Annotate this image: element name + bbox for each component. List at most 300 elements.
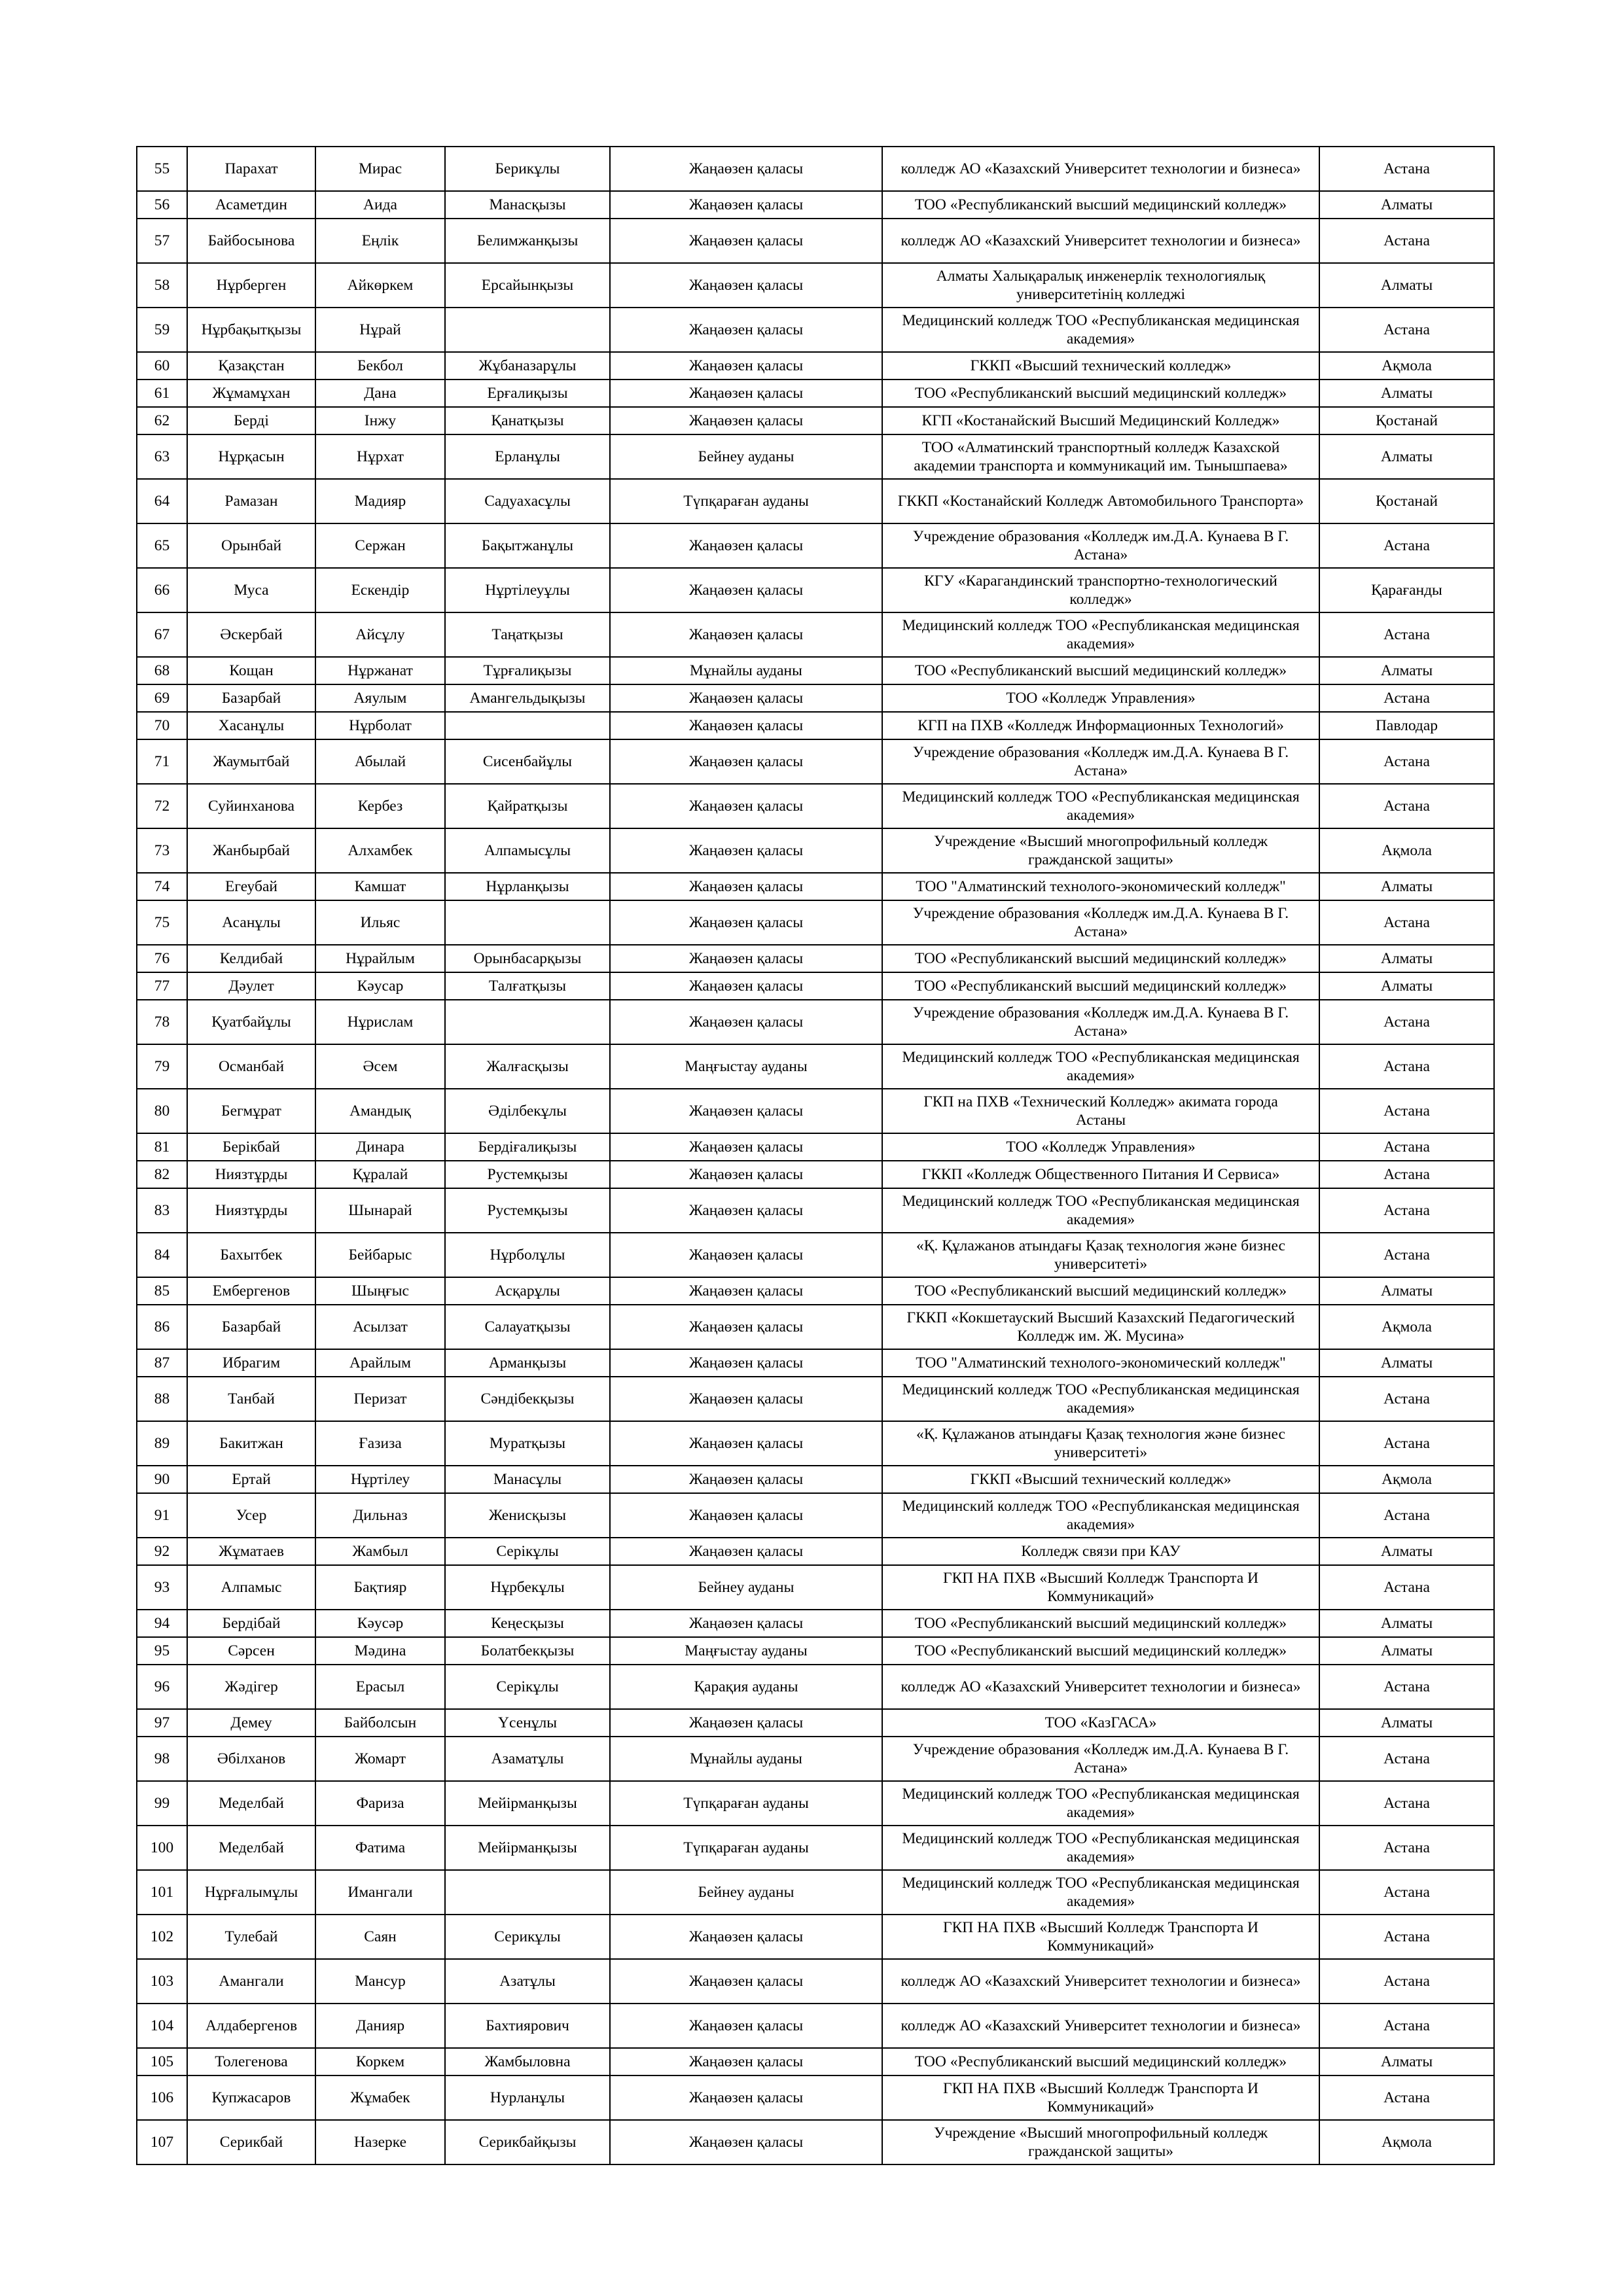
cell-patronymic: Женисқызы [445,1493,610,1538]
cell-number: 58 [137,263,187,308]
cell-surname: Байбосынова [187,219,315,263]
cell-number: 100 [137,1826,187,1870]
cell-first-name: Бақтияр [315,1565,445,1610]
table-row [137,191,1494,219]
cell-surname: Жаумытбай [187,739,315,784]
cell-institution: Учреждение образования «Колледж им.Д.А. Кунаева В Г. Астана» [882,1000,1319,1044]
cell-district: Жаңаөзен қаласы [610,1493,882,1538]
table-row [137,1737,1494,1781]
table-row [137,1133,1494,1161]
table-row [137,1493,1494,1538]
cell-institution: ТОО «Республиканский высший медицинский колледж» [882,972,1319,1000]
cell-patronymic: Сәндібекқызы [445,1377,610,1421]
cell-number: 81 [137,1133,187,1161]
cell-first-name: Амандық [315,1089,445,1133]
cell-surname: Бердібай [187,1610,315,1637]
cell-patronymic [445,712,610,739]
cell-surname: Нұрқасын [187,434,315,479]
cell-city: Астана [1319,1493,1494,1538]
cell-first-name: Аида [315,191,445,219]
cell-institution: ГКП НА ПХВ «Высший Колледж Транспорта И Коммуникаций» [882,1565,1319,1610]
table-row [137,1565,1494,1610]
cell-first-name: Перизат [315,1377,445,1421]
table-row [137,972,1494,1000]
cell-first-name: Алхамбек [315,828,445,873]
cell-district: Жаңаөзен қаласы [610,1161,882,1188]
cell-city: Алматы [1319,191,1494,219]
table-row [137,147,1494,191]
cell-institution: Медицинский колледж ТОО «Республиканская медицинская академия» [882,784,1319,828]
cell-surname: Қазақстан [187,352,315,380]
table-row [137,1421,1494,1466]
cell-patronymic: Манасқызы [445,191,610,219]
cell-surname: Парахат [187,147,315,191]
cell-city: Астана [1319,900,1494,945]
cell-patronymic: Белимжанқызы [445,219,610,263]
cell-first-name: Ғазиза [315,1421,445,1466]
cell-surname: Жұматаев [187,1538,315,1565]
cell-surname: Бакитжан [187,1421,315,1466]
cell-district: Мұнайлы ауданы [610,657,882,684]
cell-city: Астана [1319,1000,1494,1044]
cell-patronymic: Кеңесқызы [445,1610,610,1637]
cell-patronymic: Қайратқызы [445,784,610,828]
cell-district: Жаңаөзен қаласы [610,1133,882,1161]
cell-institution: ТОО «Республиканский высший медицинский колледж» [882,945,1319,972]
cell-first-name: Динара [315,1133,445,1161]
cell-city: Астана [1319,1188,1494,1233]
cell-district: Бейнеу ауданы [610,1870,882,1915]
cell-city: Астана [1319,784,1494,828]
cell-first-name: Еңлік [315,219,445,263]
cell-first-name: Бекбол [315,352,445,380]
cell-number: 68 [137,657,187,684]
cell-surname: Қуатбайұлы [187,1000,315,1044]
cell-patronymic: Нұрбекұлы [445,1565,610,1610]
cell-first-name: Асылзат [315,1305,445,1349]
cell-first-name: Бейбарыс [315,1233,445,1277]
table-row [137,2120,1494,2164]
cell-patronymic: Берикұлы [445,147,610,191]
cell-patronymic: Нұрболұлы [445,1233,610,1277]
cell-first-name: Шынарай [315,1188,445,1233]
cell-first-name: Айкөркем [315,263,445,308]
cell-first-name: Нұржанат [315,657,445,684]
table-row [137,1044,1494,1089]
cell-number: 104 [137,2004,187,2048]
table-row [137,1826,1494,1870]
cell-number: 90 [137,1466,187,1493]
cell-city: Астана [1319,684,1494,712]
cell-city: Алматы [1319,657,1494,684]
cell-district: Жаңаөзен қаласы [610,1233,882,1277]
cell-surname: Нұрғалымұлы [187,1870,315,1915]
cell-first-name: Камшат [315,873,445,900]
cell-city: Ақмола [1319,1305,1494,1349]
cell-surname: Рамазан [187,479,315,523]
cell-first-name: Айсұлу [315,612,445,657]
table-row [137,407,1494,434]
cell-city: Павлодар [1319,712,1494,739]
cell-institution: ТОО «Республиканский высший медицинский колледж» [882,1277,1319,1305]
cell-institution: Медицинский колледж ТОО «Республиканская медицинская академия» [882,1870,1319,1915]
cell-surname: Усер [187,1493,315,1538]
cell-city: Астана [1319,1233,1494,1277]
cell-patronymic: Азатұлы [445,1959,610,2004]
cell-number: 102 [137,1915,187,1959]
cell-district: Жаңаөзен қаласы [610,1466,882,1493]
cell-city: Астана [1319,1826,1494,1870]
cell-patronymic: Тұрғалиқызы [445,657,610,684]
cell-institution: ТОО "Алматинский технолого-экономический колледж" [882,1349,1319,1377]
cell-number: 99 [137,1781,187,1826]
document-page [136,146,1493,2165]
cell-surname: Берікбай [187,1133,315,1161]
cell-district: Маңғыстау ауданы [610,1637,882,1665]
cell-first-name: Фариза [315,1781,445,1826]
cell-institution: Медицинский колледж ТОО «Республиканская медицинская академия» [882,1377,1319,1421]
cell-institution: ТОО «Колледж Управления» [882,1133,1319,1161]
cell-first-name: Нұрислам [315,1000,445,1044]
cell-patronymic: Жұбаназарұлы [445,352,610,380]
cell-surname: Келдибай [187,945,315,972]
cell-first-name: Мәдина [315,1637,445,1665]
cell-institution: КГП «Костанайский Высший Медицинский Колледж» [882,407,1319,434]
cell-surname: Ниязтұрды [187,1188,315,1233]
cell-patronymic: Жамбыловна [445,2048,610,2075]
cell-first-name: Әсем [315,1044,445,1089]
cell-district: Жаңаөзен қаласы [610,784,882,828]
cell-district: Жаңаөзен қаласы [610,352,882,380]
table-row [137,1466,1494,1493]
cell-city: Алматы [1319,434,1494,479]
cell-number: 62 [137,407,187,434]
cell-city: Астана [1319,1959,1494,2004]
cell-surname: Жәдігер [187,1665,315,1709]
cell-district: Жаңаөзен қаласы [610,873,882,900]
cell-city: Алматы [1319,873,1494,900]
cell-city: Алматы [1319,1277,1494,1305]
cell-surname: Толегенова [187,2048,315,2075]
cell-institution: «Қ. Құлажанов атындағы Қазақ технология және бизнес университеті» [882,1233,1319,1277]
table-row [137,873,1494,900]
cell-number: 60 [137,352,187,380]
cell-city: Астана [1319,1665,1494,1709]
cell-surname: Асанұлы [187,900,315,945]
cell-institution: ГКП НА ПХВ «Высший Колледж Транспорта И Коммуникаций» [882,2075,1319,2120]
cell-institution: Медицинский колледж ТОО «Республиканская медицинская академия» [882,612,1319,657]
cell-number: 86 [137,1305,187,1349]
cell-district: Жаңаөзен қаласы [610,2075,882,2120]
cell-institution: «Қ. Құлажанов атындағы Қазақ технология және бизнес университеті» [882,1421,1319,1466]
cell-number: 101 [137,1870,187,1915]
table-row [137,352,1494,380]
cell-district: Маңғыстау ауданы [610,1044,882,1089]
cell-number: 84 [137,1233,187,1277]
cell-institution: колледж АО «Казахский Университет технологии и бизнеса» [882,219,1319,263]
cell-patronymic: Нұртілеуұлы [445,568,610,612]
cell-district: Жаңаөзен қаласы [610,972,882,1000]
table-row [137,1188,1494,1233]
table-row [137,1233,1494,1277]
cell-patronymic: Таңатқызы [445,612,610,657]
cell-institution: Медицинский колледж ТОО «Республиканская медицинская академия» [882,1826,1319,1870]
cell-district: Жаңаөзен қаласы [610,219,882,263]
cell-number: 106 [137,2075,187,2120]
cell-number: 77 [137,972,187,1000]
cell-surname: Базарбай [187,684,315,712]
cell-number: 79 [137,1044,187,1089]
cell-district: Жаңаөзен қаласы [610,1349,882,1377]
cell-surname: Ертай [187,1466,315,1493]
cell-surname: Хасанұлы [187,712,315,739]
table-row [137,1665,1494,1709]
cell-patronymic: Нурланұлы [445,2075,610,2120]
table-row [137,1870,1494,1915]
cell-surname: Серикбай [187,2120,315,2164]
cell-district: Жаңаөзен қаласы [610,191,882,219]
cell-number: 61 [137,380,187,407]
cell-district: Жаңаөзен қаласы [610,739,882,784]
cell-institution: колледж АО «Казахский Университет технологии и бизнеса» [882,1665,1319,1709]
cell-number: 95 [137,1637,187,1665]
cell-first-name: Жұмабек [315,2075,445,2120]
table-row [137,1637,1494,1665]
cell-patronymic: Орынбасарқызы [445,945,610,972]
table-row [137,1277,1494,1305]
cell-institution: Медицинский колледж ТОО «Республиканская медицинская академия» [882,308,1319,352]
cell-district: Жаңаөзен қаласы [610,2048,882,2075]
cell-number: 64 [137,479,187,523]
table-row [137,684,1494,712]
cell-institution: Алматы Халықаралық инженерлік технологиялық университетінің колледжі [882,263,1319,308]
cell-district: Жаңаөзен қаласы [610,147,882,191]
cell-city: Астана [1319,219,1494,263]
cell-patronymic: Рустемқызы [445,1161,610,1188]
cell-first-name: Имангали [315,1870,445,1915]
cell-patronymic: Болатбекқызы [445,1637,610,1665]
cell-number: 94 [137,1610,187,1637]
table-row [137,739,1494,784]
cell-patronymic: Салауатқызы [445,1305,610,1349]
cell-district: Жаңаөзен қаласы [610,380,882,407]
cell-number: 93 [137,1565,187,1610]
cell-patronymic: Рустемқызы [445,1188,610,1233]
cell-patronymic: Азаматұлы [445,1737,610,1781]
cell-surname: Амангали [187,1959,315,2004]
cell-district: Жаңаөзен қаласы [610,523,882,568]
cell-institution: Учреждение «Высший многопрофильный колледж гражданской защиты» [882,828,1319,873]
cell-city: Астана [1319,1044,1494,1089]
cell-district: Түпқараған ауданы [610,479,882,523]
cell-surname: Алдабергенов [187,2004,315,2048]
cell-institution: КГУ «Карагандинский транспортно-технологический колледж» [882,568,1319,612]
cell-district: Жаңаөзен қаласы [610,407,882,434]
cell-patronymic: Серікұлы [445,1538,610,1565]
cell-number: 65 [137,523,187,568]
cell-first-name: Коркем [315,2048,445,2075]
cell-city: Алматы [1319,1610,1494,1637]
cell-district: Жаңаөзен қаласы [610,712,882,739]
cell-first-name: Нұрхат [315,434,445,479]
cell-patronymic: Серікұлы [445,1665,610,1709]
cell-first-name: Мадияр [315,479,445,523]
cell-city: Алматы [1319,2048,1494,2075]
cell-surname: Берді [187,407,315,434]
cell-institution: Учреждение образования «Колледж им.Д.А. Кунаева В Г. Астана» [882,1737,1319,1781]
cell-institution: Медицинский колледж ТОО «Республиканская медицинская академия» [882,1044,1319,1089]
cell-number: 87 [137,1349,187,1377]
cell-city: Астана [1319,1781,1494,1826]
cell-city: Алматы [1319,1637,1494,1665]
cell-district: Жаңаөзен қаласы [610,1377,882,1421]
table-row [137,1781,1494,1826]
cell-number: 57 [137,219,187,263]
table-row [137,2075,1494,2120]
cell-institution: ТОО "Алматинский технолого-экономический колледж" [882,873,1319,900]
cell-institution: Колледж связи при КАУ [882,1538,1319,1565]
cell-city: Ақмола [1319,828,1494,873]
cell-city: Алматы [1319,380,1494,407]
cell-first-name: Ерасыл [315,1665,445,1709]
cell-city: Алматы [1319,945,1494,972]
cell-first-name: Нұртілеу [315,1466,445,1493]
cell-city: Астана [1319,1089,1494,1133]
cell-number: 69 [137,684,187,712]
cell-first-name: Абылай [315,739,445,784]
cell-patronymic: Бердіғалиқызы [445,1133,610,1161]
cell-city: Астана [1319,2004,1494,2048]
cell-number: 107 [137,2120,187,2164]
cell-district: Бейнеу ауданы [610,1565,882,1610]
table-row [137,712,1494,739]
cell-institution: Медицинский колледж ТОО «Республиканская медицинская академия» [882,1188,1319,1233]
cell-city: Астана [1319,523,1494,568]
cell-institution: ГККП «Высший технический колледж» [882,1466,1319,1493]
cell-number: 73 [137,828,187,873]
cell-district: Түпқараған ауданы [610,1826,882,1870]
cell-district: Жаңаөзен қаласы [610,684,882,712]
table-row [137,1089,1494,1133]
cell-number: 59 [137,308,187,352]
cell-patronymic: Сисенбайұлы [445,739,610,784]
table-row [137,263,1494,308]
cell-surname: Танбай [187,1377,315,1421]
cell-district: Қарақия ауданы [610,1665,882,1709]
cell-surname: Жұмамұхан [187,380,315,407]
table-row [137,523,1494,568]
cell-patronymic: Ерсайынқызы [445,263,610,308]
cell-number: 55 [137,147,187,191]
cell-surname: Нұрберген [187,263,315,308]
table-row [137,784,1494,828]
cell-city: Астана [1319,1915,1494,1959]
cell-first-name: Құралай [315,1161,445,1188]
cell-surname: Базарбай [187,1305,315,1349]
cell-first-name: Данияр [315,2004,445,2048]
cell-institution: ТОО «Алматинский транспортный колледж Казахской академии транспорта и коммуникаций им. Тынышпаева» [882,434,1319,479]
cell-patronymic: Серикұлы [445,1915,610,1959]
cell-city: Астана [1319,1421,1494,1466]
table-row [137,568,1494,612]
cell-first-name: Дана [315,380,445,407]
cell-first-name: Нұрболат [315,712,445,739]
cell-number: 71 [137,739,187,784]
cell-city: Ақмола [1319,352,1494,380]
cell-institution: колледж АО «Казахский Университет технологии и бизнеса» [882,1959,1319,2004]
table-row [137,1000,1494,1044]
cell-institution: ТОО «Республиканский высший медицинский колледж» [882,1610,1319,1637]
table-row [137,900,1494,945]
table-row [137,380,1494,407]
cell-district: Жаңаөзен қаласы [610,900,882,945]
cell-city: Астана [1319,147,1494,191]
cell-institution: Учреждение образования «Колледж им.Д.А. Кунаева В Г. Астана» [882,523,1319,568]
cell-first-name: Ескендір [315,568,445,612]
cell-institution: ГКП на ПХВ «Технический Колледж» акимата города Астаны [882,1089,1319,1133]
cell-institution: Учреждение образования «Колледж им.Д.А. Кунаева В Г. Астана» [882,900,1319,945]
cell-institution: ТОО «Республиканский высший медицинский колледж» [882,1637,1319,1665]
cell-institution: Медицинский колледж ТОО «Республиканская медицинская академия» [882,1781,1319,1826]
cell-first-name: Саян [315,1915,445,1959]
cell-surname: Сәрсен [187,1637,315,1665]
cell-first-name: Кербез [315,784,445,828]
cell-city: Қарағанды [1319,568,1494,612]
cell-institution: ТОО «Республиканский высший медицинский колледж» [882,657,1319,684]
table-row [137,434,1494,479]
cell-district: Жаңаөзен қаласы [610,1421,882,1466]
cell-number: 96 [137,1665,187,1709]
cell-district: Мұнайлы ауданы [610,1737,882,1781]
cell-city: Астана [1319,1737,1494,1781]
cell-city: Астана [1319,1870,1494,1915]
cell-surname: Меделбай [187,1826,315,1870]
cell-first-name: Арайлым [315,1349,445,1377]
table-row [137,1161,1494,1188]
cell-city: Астана [1319,2075,1494,2120]
cell-institution: ГККП «Высший технический колледж» [882,352,1319,380]
cell-institution: ТОО «Республиканский высший медицинский колледж» [882,2048,1319,2075]
cell-patronymic: Арманқызы [445,1349,610,1377]
cell-surname: Алпамыс [187,1565,315,1610]
cell-surname: Егеубай [187,873,315,900]
cell-city: Алматы [1319,263,1494,308]
cell-patronymic: Талғатқызы [445,972,610,1000]
cell-city: Алматы [1319,972,1494,1000]
cell-institution: ГКП НА ПХВ «Высший Колледж Транспорта И Коммуникаций» [882,1915,1319,1959]
cell-number: 105 [137,2048,187,2075]
cell-number: 80 [137,1089,187,1133]
cell-number: 74 [137,873,187,900]
cell-institution: Учреждение образования «Колледж им.Д.А. Кунаева В Г. Астана» [882,739,1319,784]
table-row [137,2004,1494,2048]
cell-surname: Купжасаров [187,2075,315,2120]
table-row [137,308,1494,352]
table-row [137,945,1494,972]
cell-district: Жаңаөзен қаласы [610,1959,882,2004]
cell-number: 103 [137,1959,187,2004]
table-row [137,1610,1494,1637]
cell-surname: Муса [187,568,315,612]
cell-number: 63 [137,434,187,479]
cell-surname: Ибрагим [187,1349,315,1377]
cell-city: Астана [1319,739,1494,784]
cell-district: Жаңаөзен қаласы [610,568,882,612]
cell-district: Түпқараған ауданы [610,1781,882,1826]
cell-district: Жаңаөзен қаласы [610,2120,882,2164]
table-row [137,1377,1494,1421]
cell-patronymic: Әділбекұлы [445,1089,610,1133]
